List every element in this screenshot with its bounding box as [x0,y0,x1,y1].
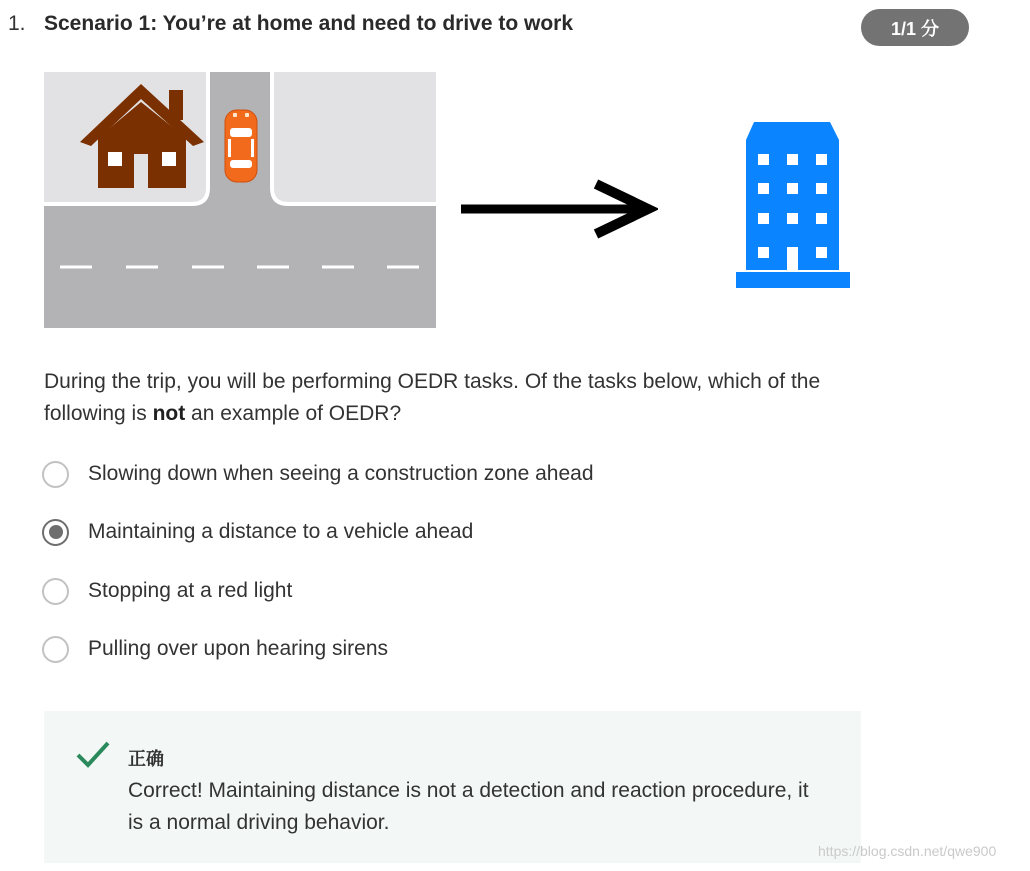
answer-option-label: Pulling over upon hearing sirens [88,637,389,660]
feedback-panel [44,711,861,863]
answer-option-1[interactable] [42,457,594,491]
answer-option-2[interactable] [42,515,473,549]
watermark: https://blog.csdn.net/qwe900 [818,843,997,859]
radio-button-selected[interactable] [42,519,69,546]
office-building-icon [736,120,850,288]
prompt-text-start: During the trip, you will be performing OEDR tasks. Of the tasks below, which of the following is [44,370,821,425]
answer-option-3[interactable] [42,574,292,608]
driving-scene-illustration [44,72,436,328]
prompt-text-end: an example of OEDR? [185,402,402,425]
radio-button[interactable] [42,578,69,605]
prompt-emphasis: not [152,402,186,425]
question-prompt [44,366,874,430]
feedback-status: 正确 [128,749,164,769]
question-number: 1. [8,12,26,35]
car-icon [225,110,257,182]
radio-button[interactable] [42,461,69,488]
answer-option-label: Slowing down when seeing a construction zone ahead [88,462,594,485]
answer-option-label: Maintaining a distance to a vehicle ahead [88,520,474,543]
answer-option-4[interactable] [42,632,388,666]
feedback-message: Correct! Maintaining distance is not a detection and reaction procedure, it is a normal driving behavior. [128,779,809,834]
radio-button[interactable] [42,636,69,663]
question-title: Scenario 1: You’re at home and need to drive to work [44,12,574,35]
score-badge: 1/1 分 [861,9,969,46]
arrow-right-icon [458,178,658,240]
answer-option-label: Stopping at a red light [88,579,293,602]
checkmark-icon [76,740,110,770]
